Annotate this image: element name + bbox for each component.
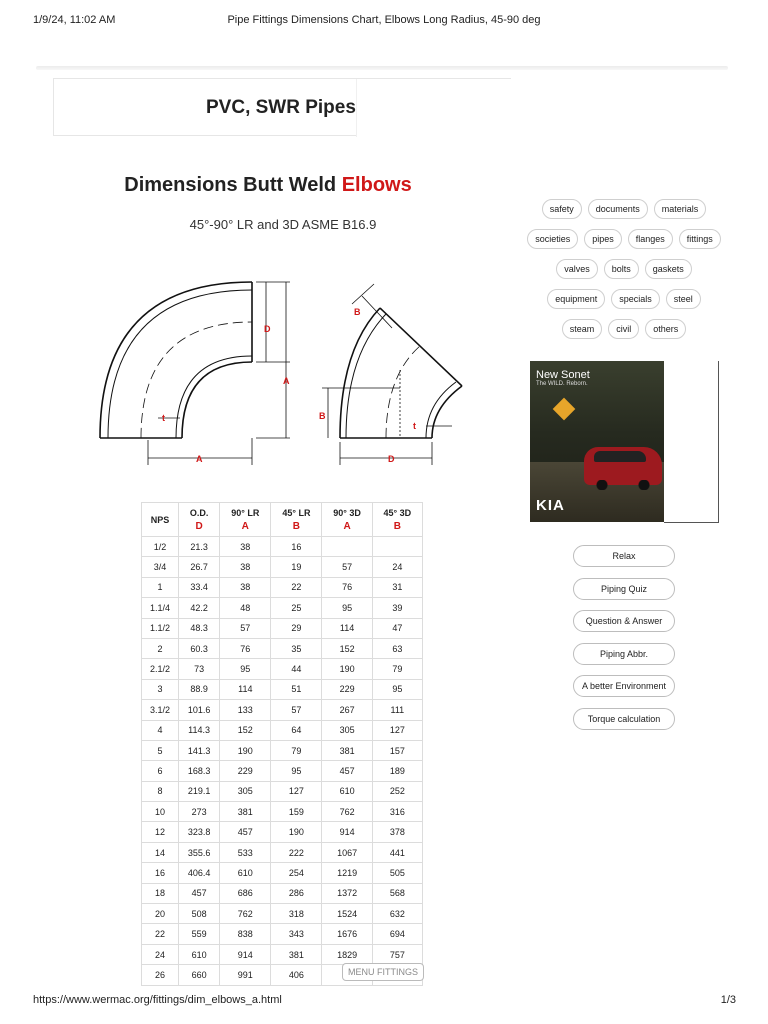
menu-fittings-button[interactable]: MENU FITTINGS <box>342 963 424 981</box>
table-row <box>142 618 423 638</box>
table-header-label: 90° 3D <box>333 507 361 518</box>
table-cell: 18 <box>142 883 179 903</box>
table-row <box>142 679 423 699</box>
table-header-cell <box>322 503 372 537</box>
table-cell: 73 <box>178 659 219 679</box>
table-cell: 57 <box>271 700 322 720</box>
tag-link[interactable]: fittings <box>679 229 721 249</box>
table-cell: 95 <box>271 761 322 781</box>
table-cell <box>322 537 372 557</box>
table-cell: 57 <box>322 557 372 577</box>
table-cell: 31 <box>372 577 422 597</box>
table-cell: 152 <box>220 720 271 740</box>
table-header-cell <box>220 503 271 537</box>
tag-link[interactable]: valves <box>556 259 598 279</box>
table-cell: 5 <box>142 740 179 760</box>
dimensions-table <box>141 502 423 986</box>
print-url: https://www.wermac.org/fittings/dim_elbows_a.html <box>33 994 282 1006</box>
table-cell: 64 <box>271 720 322 740</box>
ad-car-image <box>584 447 662 485</box>
table-cell: 610 <box>322 781 372 801</box>
table-cell: 25 <box>271 598 322 618</box>
table-cell: 39 <box>372 598 422 618</box>
table-row <box>142 598 423 618</box>
table-row <box>142 577 423 597</box>
table-row <box>142 557 423 577</box>
table-cell: 610 <box>178 944 219 964</box>
table-cell: 12 <box>142 822 179 842</box>
table-cell: 42.2 <box>178 598 219 618</box>
table-cell: 33.4 <box>178 577 219 597</box>
table-cell: 127 <box>372 720 422 740</box>
table-cell: 48.3 <box>178 618 219 638</box>
table-cell: 189 <box>372 761 422 781</box>
table-cell: 254 <box>271 863 322 883</box>
table-cell: 914 <box>322 822 372 842</box>
label-d-90: D <box>264 324 271 334</box>
table-cell: 762 <box>322 802 372 822</box>
label-t-90: t <box>162 413 165 423</box>
table-cell: 76 <box>220 638 271 658</box>
tag-link[interactable]: societies <box>527 229 578 249</box>
side-link-button[interactable]: Question & Answer <box>573 610 675 632</box>
tag-link[interactable]: bolts <box>604 259 639 279</box>
table-header-symbol: D <box>195 520 203 532</box>
print-title: Pipe Fittings Dimensions Chart, Elbows Long Radius, 45-90 deg <box>227 14 541 26</box>
table-cell: 190 <box>271 822 322 842</box>
ad-tagline: The WILD. Reborn. <box>536 381 588 387</box>
side-link-button[interactable]: Torque calculation <box>573 708 675 730</box>
table-cell: 157 <box>372 740 422 760</box>
table-cell: 222 <box>271 842 322 862</box>
table-cell <box>372 537 422 557</box>
tag-link[interactable]: others <box>645 319 686 339</box>
ad-border-bottom <box>664 522 719 523</box>
table-cell: 318 <box>271 904 322 924</box>
table-cell: 190 <box>322 659 372 679</box>
table-cell: 406.4 <box>178 863 219 883</box>
table-cell: 101.6 <box>178 700 219 720</box>
table-cell: 381 <box>322 740 372 760</box>
tag-link[interactable]: flanges <box>628 229 673 249</box>
table-cell: 38 <box>220 557 271 577</box>
table-cell: 44 <box>271 659 322 679</box>
table-cell: 51 <box>271 679 322 699</box>
table-cell: 63 <box>372 638 422 658</box>
table-cell: 29 <box>271 618 322 638</box>
table-cell: 378 <box>372 822 422 842</box>
table-cell: 305 <box>322 720 372 740</box>
table-cell: 6 <box>142 761 179 781</box>
tag-link[interactable]: gaskets <box>645 259 692 279</box>
table-cell: 267 <box>322 700 372 720</box>
table-cell: 252 <box>372 781 422 801</box>
side-links <box>573 545 675 740</box>
table-cell: 406 <box>271 965 322 985</box>
table-cell: 79 <box>271 740 322 760</box>
table-header-label: NPS <box>150 514 170 525</box>
table-cell: 127 <box>271 781 322 801</box>
table-cell: 559 <box>178 924 219 944</box>
label-b-45-vertical: B <box>319 411 326 421</box>
table-header-label: 45° 3D <box>383 507 412 518</box>
tag-link[interactable]: equipment <box>547 289 605 309</box>
table-row <box>142 863 423 883</box>
page-title-main: Dimensions Butt Weld <box>124 174 337 196</box>
table-row <box>142 883 423 903</box>
table-cell: 229 <box>220 761 271 781</box>
table-cell: 26 <box>142 965 179 985</box>
elbow90-centerline <box>141 322 252 438</box>
table-cell: 762 <box>220 904 271 924</box>
ad-banner-blank <box>356 79 512 137</box>
table-row <box>142 740 423 760</box>
table-cell: 76 <box>322 577 372 597</box>
table-cell: 838 <box>220 924 271 944</box>
table-cell: 3/4 <box>142 557 179 577</box>
table-cell: 1067 <box>322 842 372 862</box>
table-cell: 38 <box>220 537 271 557</box>
tag-link[interactable]: specials <box>611 289 660 309</box>
side-link-button[interactable]: Relax <box>573 545 675 567</box>
table-cell: 1676 <box>322 924 372 944</box>
table-cell: 20 <box>142 904 179 924</box>
ad-title: New Sonet <box>536 369 590 381</box>
table-cell: 14 <box>142 842 179 862</box>
table-row <box>142 700 423 720</box>
table-cell: 152 <box>322 638 372 658</box>
tag-link[interactable]: pipes <box>584 229 622 249</box>
table-cell: 757 <box>372 944 422 964</box>
table-row <box>142 761 423 781</box>
table-cell: 914 <box>220 944 271 964</box>
table-cell: 505 <box>372 863 422 883</box>
page-subtitle: 45°-90° LR and 3D ASME B16.9 <box>189 217 377 232</box>
tag-row <box>526 319 722 339</box>
category-tags <box>526 199 722 349</box>
car-advertisement[interactable] <box>530 361 664 522</box>
table-header-cell <box>372 503 422 537</box>
table-header-cell <box>142 503 179 537</box>
tag-row <box>526 199 722 219</box>
label-b-45-diagonal: B <box>354 307 361 317</box>
table-cell: 114 <box>220 679 271 699</box>
table-cell: 168.3 <box>178 761 219 781</box>
table-row <box>142 659 423 679</box>
table-cell: 219.1 <box>178 781 219 801</box>
ad-banner[interactable] <box>53 78 511 136</box>
table-cell: 95 <box>220 659 271 679</box>
print-date: 1/9/24, 11:02 AM <box>33 14 116 26</box>
table-cell: 457 <box>178 883 219 903</box>
table-cell: 190 <box>220 740 271 760</box>
table-row <box>142 924 423 944</box>
table-cell: 19 <box>271 557 322 577</box>
table-cell: 686 <box>220 883 271 903</box>
print-page-number: 1/3 <box>720 994 736 1006</box>
elbow-drawing <box>90 270 480 475</box>
table-cell: 660 <box>178 965 219 985</box>
table-header-symbol: B <box>292 520 301 532</box>
label-a-90-horizontal: A <box>196 454 203 464</box>
table-cell: 1 <box>142 577 179 597</box>
table-header-symbol: B <box>393 520 401 532</box>
side-link-button[interactable]: Piping Quiz <box>573 578 675 600</box>
table-cell: 316 <box>372 802 422 822</box>
table-cell: 141.3 <box>178 740 219 760</box>
table-cell: 95 <box>322 598 372 618</box>
table-cell: 2 <box>142 638 179 658</box>
table-row <box>142 904 423 924</box>
kia-logo: KIA <box>536 497 565 514</box>
table-cell: 22 <box>271 577 322 597</box>
table-cell: 286 <box>271 883 322 903</box>
table-cell: 3 <box>142 679 179 699</box>
table-cell: 159 <box>271 802 322 822</box>
elbow90-outer <box>100 282 252 438</box>
table-cell: 457 <box>322 761 372 781</box>
table-cell: 533 <box>220 842 271 862</box>
table-header-label: 45° LR <box>282 507 311 518</box>
table-cell: 305 <box>220 781 271 801</box>
label-t-45: t <box>413 421 416 431</box>
label-a-90-vertical: A <box>283 376 290 386</box>
table-cell: 8 <box>142 781 179 801</box>
table-cell: 610 <box>220 863 271 883</box>
table-cell: 38 <box>220 577 271 597</box>
table-cell: 441 <box>372 842 422 862</box>
tag-link[interactable]: steam <box>562 319 603 339</box>
tag-row <box>526 289 722 309</box>
table-cell: 79 <box>372 659 422 679</box>
table-header-label: O.D. <box>189 507 209 518</box>
table-row <box>142 802 423 822</box>
table-cell: 4 <box>142 720 179 740</box>
table-cell: 16 <box>271 537 322 557</box>
table-cell: 694 <box>372 924 422 944</box>
table-row <box>142 638 423 658</box>
elbow90-wall2 <box>176 356 252 438</box>
ad-road-sign-icon <box>553 398 576 421</box>
table-cell: 273 <box>178 802 219 822</box>
elbow45-outer <box>340 308 380 438</box>
tag-link[interactable]: safety <box>542 199 582 219</box>
table-cell: 111 <box>372 700 422 720</box>
table-cell: 1524 <box>322 904 372 924</box>
table-row <box>142 537 423 557</box>
page-title-accent: Elbows <box>341 174 412 196</box>
table-cell: 1219 <box>322 863 372 883</box>
table-header-cell <box>271 503 322 537</box>
table-cell: 1829 <box>322 944 372 964</box>
elbow45-inner <box>432 386 462 438</box>
table-cell: 1372 <box>322 883 372 903</box>
table-cell: 24 <box>372 557 422 577</box>
table-cell: 21.3 <box>178 537 219 557</box>
table-cell: 457 <box>220 822 271 842</box>
tag-link[interactable]: civil <box>608 319 639 339</box>
table-cell: 3.1/2 <box>142 700 179 720</box>
side-link-button[interactable]: Piping Abbr. <box>573 643 675 665</box>
table-cell: 10 <box>142 802 179 822</box>
table-cell: 88.9 <box>178 679 219 699</box>
table-row <box>142 781 423 801</box>
table-cell: 114 <box>322 618 372 638</box>
table-cell: 381 <box>271 944 322 964</box>
table-header-cell <box>178 503 219 537</box>
table-header-label: 90° LR <box>231 507 260 518</box>
table-header-row <box>142 503 423 537</box>
table-cell: 568 <box>372 883 422 903</box>
table-row <box>142 842 423 862</box>
table-cell: 95 <box>372 679 422 699</box>
table-cell: 229 <box>322 679 372 699</box>
side-link-button[interactable]: A better Environment <box>573 675 675 697</box>
table-cell: 35 <box>271 638 322 658</box>
ad-banner-text: PVC, SWR Pipes <box>206 97 356 118</box>
tag-link[interactable]: steel <box>666 289 701 309</box>
ad-border-right <box>718 361 719 522</box>
top-divider <box>36 66 728 70</box>
table-cell: 508 <box>178 904 219 924</box>
table-cell: 60.3 <box>178 638 219 658</box>
table-cell: 343 <box>271 924 322 944</box>
table-cell: 16 <box>142 863 179 883</box>
page-title <box>0 174 536 197</box>
table-cell: 22 <box>142 924 179 944</box>
table-cell: 26.7 <box>178 557 219 577</box>
table-cell: 47 <box>372 618 422 638</box>
table-body <box>142 537 423 986</box>
label-d-45: D <box>388 454 395 464</box>
table-cell: 133 <box>220 700 271 720</box>
table-row <box>142 822 423 842</box>
table-cell: 1/2 <box>142 537 179 557</box>
tag-link[interactable]: documents <box>588 199 648 219</box>
table-cell: 48 <box>220 598 271 618</box>
table-cell: 355.6 <box>178 842 219 862</box>
table-cell: 2.1/2 <box>142 659 179 679</box>
tag-row <box>526 259 722 279</box>
table-row <box>142 944 423 964</box>
tag-link[interactable]: materials <box>654 199 707 219</box>
table-cell: 1.1/2 <box>142 618 179 638</box>
table-cell: 114.3 <box>178 720 219 740</box>
table-cell: 24 <box>142 944 179 964</box>
table-cell: 991 <box>220 965 271 985</box>
table-cell: 1.1/4 <box>142 598 179 618</box>
table-header-symbol: A <box>241 520 249 532</box>
tag-row <box>526 229 722 249</box>
table-cell: 57 <box>220 618 271 638</box>
table-cell: 632 <box>372 904 422 924</box>
table-cell: 381 <box>220 802 271 822</box>
table-header-symbol: A <box>343 520 351 532</box>
elbow90-inner <box>182 362 252 438</box>
table-cell: 323.8 <box>178 822 219 842</box>
table-row <box>142 720 423 740</box>
